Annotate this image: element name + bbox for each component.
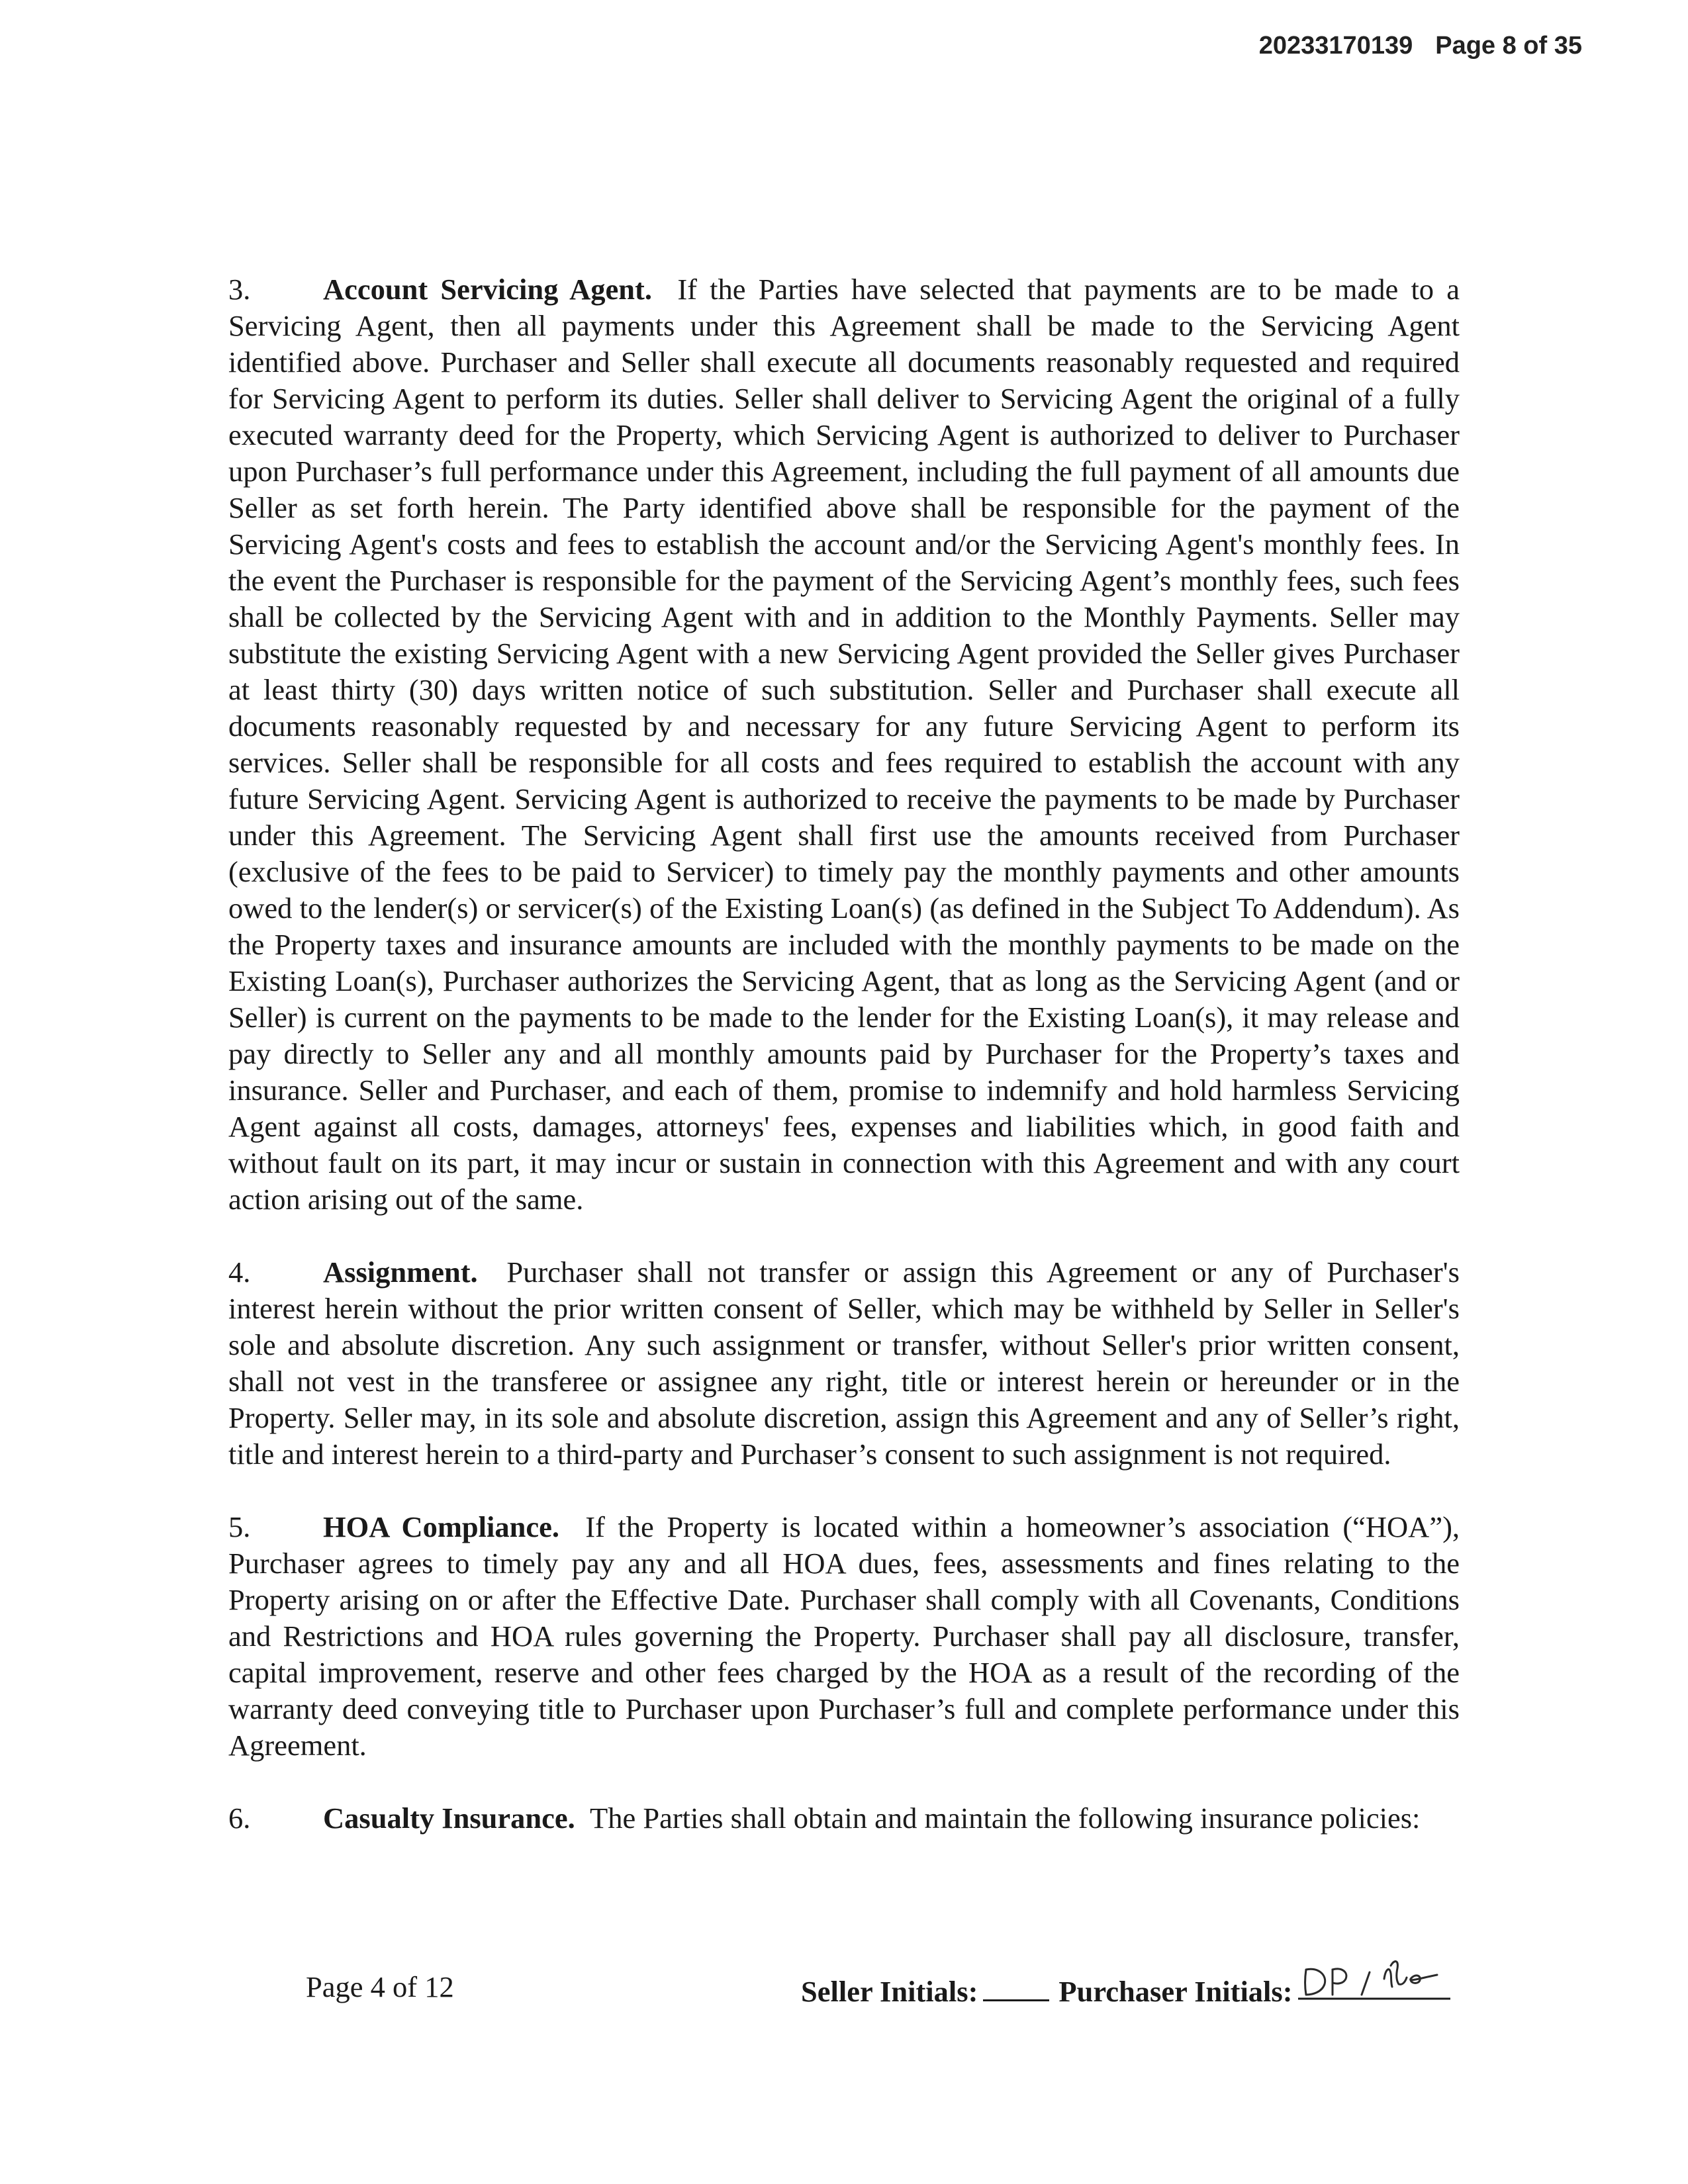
section-assignment [228, 1254, 1460, 1473]
recording-page-label: Page 8 of 35 [1435, 32, 1582, 60]
section-number: 3. [228, 273, 251, 306]
section-number: 5. [228, 1510, 251, 1543]
section-text: If the Property is located within a homeowner’s association (“HOA”), Purchaser agrees to timely pay any and all HOA dues, fees, assessments and fines relating to the Property arising on or after the Effective Date. Purchaser shall comply with all Covenants, Conditions and Restrictions and HOA rules governing the Property. Purchaser shall pay all disclosure, transfer, capital improvement, reserve and other fees charged by the HOA as a result of the recording of the warranty deed conveying title to Purchaser upon Purchaser’s full and complete performance under this Agreement. [228, 1510, 1460, 1762]
section-title: HOA Compliance. [323, 1510, 560, 1543]
footer-page-label: Page 4 of 12 [306, 1970, 454, 2003]
section-casualty-insurance [228, 1800, 1460, 1837]
section-title: Assignment. [323, 1255, 478, 1289]
seller-initials-blank [983, 1974, 1049, 2001]
section-text: Purchaser shall not transfer or assign this Agreement or any of Purchaser's interest herein without the prior written consent of Seller, which may be withheld by Seller in Seller's sole and absolute discretion. Any such assignment or transfer, without Seller's prior written consent, shall not vest in the transferee or assignee any right, title or interest herein or hereunder or in the Property. Seller may, in its sole and absolute discretion, assign this Agreement and any of Seller’s right, title and interest herein to a third-party and Purchaser’s consent to such assignment is not required. [228, 1255, 1460, 1471]
section-number: 6. [228, 1801, 251, 1835]
seller-initials-label: Seller Initials: [801, 1975, 978, 2008]
agreement-body [228, 271, 1460, 1873]
section-account-servicing-agent [228, 271, 1460, 1218]
initials-block [801, 1970, 1450, 2009]
section-hoa-compliance [228, 1509, 1460, 1764]
section-title: Casualty Insurance. [323, 1801, 575, 1835]
section-text: The Parties shall obtain and maintain the following insurance policies: [590, 1801, 1421, 1835]
handwritten-initials-icon [1298, 1946, 1450, 2005]
section-title: Account Servicing Agent. [323, 273, 652, 306]
purchaser-initials-label: Purchaser Initials: [1058, 1975, 1293, 2008]
section-number: 4. [228, 1255, 251, 1289]
recording-header [1259, 32, 1582, 60]
purchaser-initials-signature [1298, 1970, 1450, 2001]
page-footer [0, 1970, 1688, 2023]
document-number: 20233170139 [1258, 32, 1413, 60]
section-text: If the Parties have selected that payments are to be made to a Servicing Agent, then all payments under this Agreement shall be made to the Servicing Agent identified above. Purchaser and Seller shall execute all documents reasonably requested and required for Servicing Agent to perform its duties. Seller shall deliver to Servicing Agent the original of a fully executed warranty deed for the Property, which Servicing Agent is authorized to deliver to Purchaser upon Purchaser’s full performance under this Agreement, including the full payment of all amounts due Seller as set forth herein. The Party identified above shall be responsible for the payment of the Servicing Agent's costs and fees to establish the account and/or the Servicing Agent's monthly fees. In the event the Purchaser is responsible for the payment of the Servicing Agent’s monthly fees, such fees shall be collected by the Servicing Agent with and in addition to the Monthly Payments. Seller may substitute the existing Servicing Agent with a new Servicing Agent provided the Seller gives Purchaser at least thirty (30) days written notice of such substitution. Seller and Purchaser shall execute all documents reasonably requested by and necessary for any future Servicing Agent to perform its services. Seller shall be responsible for all costs and fees required to establish the account with any future Servicing Agent. Servicing Agent is authorized to receive the payments to be made by Purchaser under this Agreement. The Servicing Agent shall first use the amounts received from Purchaser (exclusive of the fees to be paid to Servicer) to timely pay the monthly payments and other amounts owed to the lender(s) or servicer(s) of the Existing Loan(s) (as defined in the Subject To Addendum). As the Property taxes and insurance amounts are included with the monthly payments to be made on the Existing Loan(s), Purchaser authorizes the Servicing Agent, that as long as the Servicing Agent (and or Seller) is current on the payments to be made to the lender for the Existing Loan(s), it may release and pay directly to Seller any and all monthly amounts paid by Purchaser for the Property’s taxes and insurance. Seller and Purchaser, and each of them, promise to indemnify and hold harmless Servicing Agent against all costs, damages, attorneys' fees, expenses and liabilities which, in good faith and without fault on its part, it may incur or sustain in connection with this Agreement and with any court action arising out of the same. [228, 273, 1460, 1216]
